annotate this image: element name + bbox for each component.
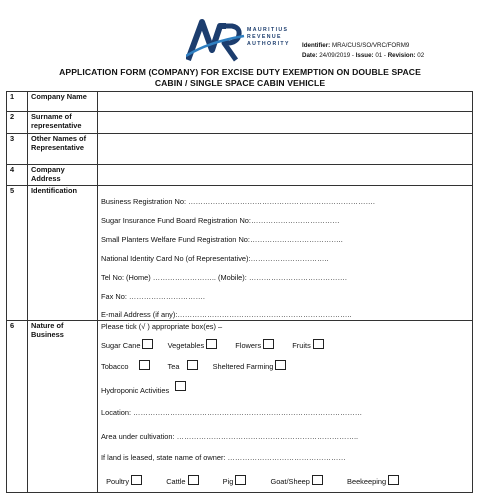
cattle-label: Cattle bbox=[166, 477, 186, 486]
form-header bbox=[0, 0, 480, 66]
revision-value: 02 bbox=[417, 52, 425, 59]
tea-checkbox[interactable] bbox=[187, 360, 198, 370]
field-label: Nature of Business bbox=[28, 321, 98, 493]
date-value: 24/09/2019 bbox=[319, 52, 351, 59]
tobacco-label: Tobacco bbox=[101, 362, 129, 371]
logo-wordmark bbox=[247, 27, 290, 49]
row-nature-of-business bbox=[7, 321, 473, 493]
sheltered-farming-label: Sheltered Farming bbox=[212, 362, 274, 371]
fruits-checkbox[interactable] bbox=[313, 339, 324, 349]
row-company-address bbox=[7, 165, 473, 186]
livestock-options bbox=[101, 470, 469, 492]
hydroponic-checkbox[interactable] bbox=[175, 381, 186, 391]
row-number: 3 bbox=[7, 134, 28, 165]
nature-of-business-fields bbox=[98, 321, 473, 493]
row-identification bbox=[7, 186, 473, 321]
form-title-line-1: APPLICATION FORM (COMPANY) FOR EXCISE DUTY EXEMPTION ON DOUBLE SPACE bbox=[59, 67, 421, 77]
row-company-name bbox=[7, 92, 473, 112]
vegetables-checkbox[interactable] bbox=[206, 339, 217, 349]
vegetables-label: Vegetables bbox=[167, 341, 205, 350]
sugar-cane-label: Sugar Cane bbox=[101, 341, 141, 350]
tobacco-checkbox[interactable] bbox=[139, 360, 150, 370]
sugar-insurance-registration-line[interactable]: Sugar Insurance Fund Board Registration No:……………………………… bbox=[101, 216, 340, 225]
location-line[interactable]: Location: ………………………………………………………………………………… bbox=[101, 408, 363, 417]
pig-label: Pig bbox=[222, 477, 234, 486]
revision-label: Revision: bbox=[387, 52, 416, 59]
row-number: 2 bbox=[7, 112, 28, 134]
business-registration-line[interactable]: Business Registration No: …………………………………………………………………. bbox=[101, 197, 375, 206]
representative-other-names-field[interactable] bbox=[98, 134, 473, 165]
flowers-label: Flowers bbox=[235, 341, 262, 350]
field-label: Company Address bbox=[28, 165, 98, 186]
field-label: Surname of representative bbox=[28, 112, 98, 134]
hydroponic-option bbox=[101, 378, 469, 402]
company-address-field[interactable] bbox=[98, 165, 473, 186]
document-identifier: Identifier: MRA/CUS/SO/VRC/FORM9 Date: 24/09/2019 - Issue: 01 - Revision: 02 bbox=[302, 42, 425, 59]
area-line[interactable]: Area under cultivation: ……………………………………………………………….. bbox=[101, 432, 359, 441]
goat-sheep-label: Goat/Sheep bbox=[270, 477, 310, 486]
flowers-checkbox[interactable] bbox=[263, 339, 274, 349]
telephone-line[interactable]: Tel No: (Home) …………………….. (Mobile): …………………………………. bbox=[101, 273, 347, 282]
fax-line[interactable]: Fax No: …………………………. bbox=[101, 292, 205, 301]
pig-checkbox[interactable] bbox=[235, 475, 246, 485]
application-form-table bbox=[6, 91, 473, 493]
date-label: Date: bbox=[302, 52, 318, 59]
fruits-label: Fruits bbox=[292, 341, 311, 350]
national-identity-line[interactable]: National Identity Card No (of Representative):………………………….. bbox=[101, 254, 329, 263]
issue-label: Issue: bbox=[355, 52, 374, 59]
logo-line-1: MAURITIUS bbox=[247, 27, 289, 33]
mra-logo-icon bbox=[186, 16, 248, 62]
land-owner-line[interactable]: If land is leased, state name of owner: ………………………………………… bbox=[101, 453, 346, 462]
row-number: 4 bbox=[7, 165, 28, 186]
email-line[interactable]: E-mail Address (if any):…………………………………………………………….. bbox=[101, 310, 352, 319]
tick-instruction: Please tick (√ ) appropriate box(es) – bbox=[101, 322, 223, 331]
company-name-field[interactable] bbox=[98, 92, 473, 112]
sugar-cane-checkbox[interactable] bbox=[142, 339, 153, 349]
poultry-checkbox[interactable] bbox=[131, 475, 142, 485]
row-number: 5 bbox=[7, 186, 28, 321]
identifier-value: MRA/CUS/SO/VRC/FORM9 bbox=[331, 42, 410, 49]
small-planters-registration-line[interactable]: Small Planters Welfare Fund Registration No:……………………………….. bbox=[101, 235, 343, 244]
identification-fields bbox=[98, 186, 473, 321]
tea-label: Tea bbox=[167, 362, 180, 371]
beekeeping-label: Beekeeping bbox=[347, 477, 387, 486]
form-title bbox=[20, 67, 460, 89]
issue-value: 01 bbox=[375, 52, 383, 59]
goat-sheep-checkbox[interactable] bbox=[312, 475, 323, 485]
field-label: Other Names of Representative bbox=[28, 134, 98, 165]
logo-line-3: AUTHORITY bbox=[247, 41, 290, 48]
field-label: Company Name bbox=[28, 92, 98, 112]
representative-surname-field[interactable] bbox=[98, 112, 473, 134]
other-crop-options bbox=[101, 356, 469, 378]
sheltered-farming-checkbox[interactable] bbox=[275, 360, 286, 370]
row-number: 1 bbox=[7, 92, 28, 112]
cattle-checkbox[interactable] bbox=[188, 475, 199, 485]
beekeeping-checkbox[interactable] bbox=[388, 475, 399, 485]
row-representative-surname bbox=[7, 112, 473, 134]
crop-options bbox=[101, 334, 469, 356]
row-representative-other-names bbox=[7, 134, 473, 165]
identifier-label: Identifier: bbox=[302, 42, 331, 49]
poultry-label: Poultry bbox=[106, 477, 130, 486]
row-number: 6 bbox=[7, 321, 28, 493]
field-label: Identification bbox=[28, 186, 98, 321]
form-title-line-2: CABIN / SINGLE SPACE CABIN VEHICLE bbox=[154, 78, 326, 88]
hydroponic-label: Hydroponic Activities bbox=[101, 386, 170, 395]
logo-line-2: REVENUE bbox=[247, 34, 282, 41]
